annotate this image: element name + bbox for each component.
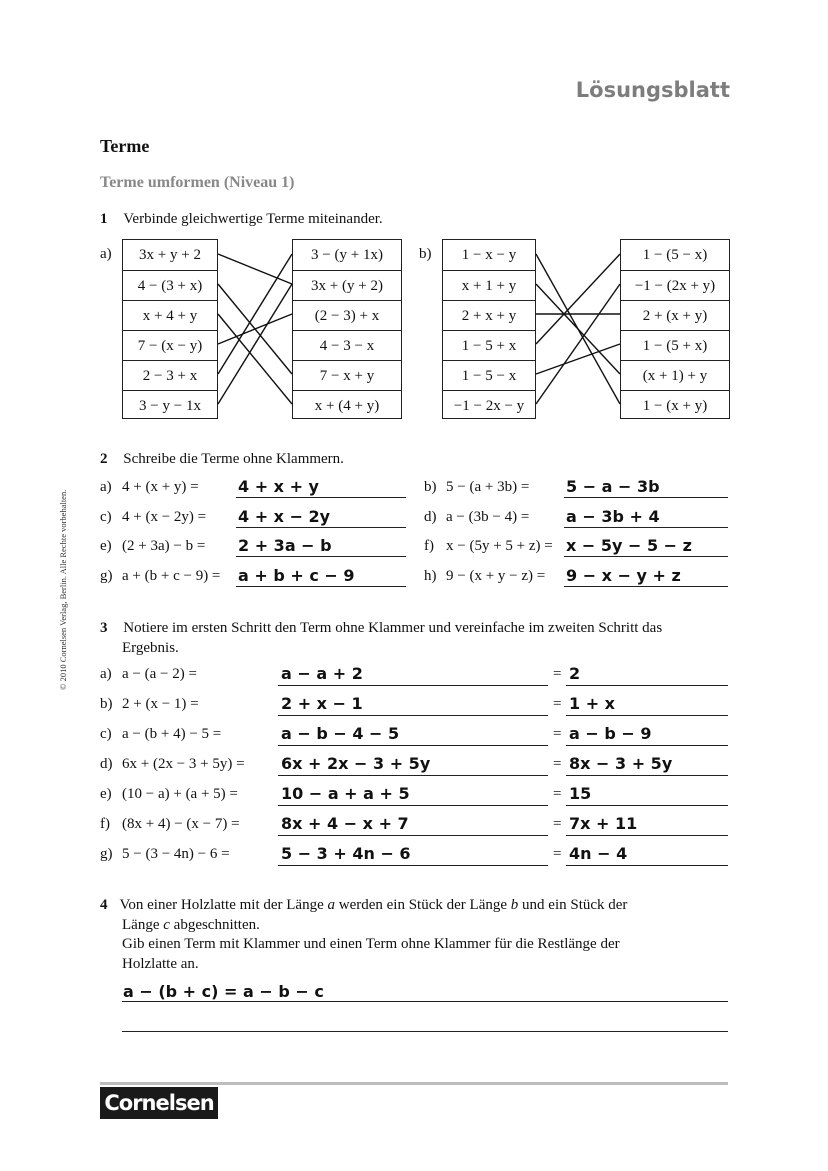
term-cell[interactable]: x + 4 + y: [123, 300, 217, 330]
page-header-title: Lösungsblatt: [575, 78, 730, 102]
answer-line: [564, 586, 728, 587]
q4-text: werden ein Stück der Länge: [335, 897, 511, 913]
q3-text-line2: Ergebnis.: [122, 640, 179, 656]
q3-item-step[interactable]: a − a + 2: [281, 664, 363, 683]
q3-heading: [100, 620, 740, 637]
answer-line: [564, 527, 728, 528]
q3-item-result[interactable]: 7x + 11: [569, 814, 638, 833]
q3-item-label: c): [100, 726, 112, 742]
q2-item-answer[interactable]: 9 − x − y + z: [566, 566, 681, 585]
term-cell[interactable]: 1 − x − y: [461, 247, 517, 263]
q2-item-expr: a + (b + c − 9) =: [122, 568, 221, 584]
q3-item-result[interactable]: 2: [569, 664, 581, 683]
term-cell[interactable]: 1 − 5 − x: [443, 360, 535, 390]
q4-line1: [100, 897, 740, 914]
connection-line: [218, 314, 292, 344]
q2-item-answer[interactable]: 4 + x − 2y: [238, 507, 331, 526]
answer-line: [566, 775, 728, 776]
q4-number: 4: [100, 897, 108, 913]
q4-answer[interactable]: a − (b + c) = a − b − c: [123, 982, 324, 1001]
term-cell[interactable]: 3x + (y + 2): [293, 270, 401, 300]
term-cell[interactable]: 4 − (3 + x): [123, 270, 217, 300]
q3-item-expr: 6x + (2x − 3 + 5y) =: [122, 756, 245, 772]
q3-item-label: e): [100, 786, 112, 802]
term-cell[interactable]: 7 − x + y: [293, 360, 401, 390]
q3-item-label: a): [100, 666, 112, 682]
q1-b-label: b): [419, 246, 432, 262]
connection-line: [218, 254, 292, 284]
q4-line4: Holzlatte an.: [122, 956, 199, 972]
term-cell[interactable]: 1 − (5 + x): [621, 330, 729, 360]
connection-line: [536, 254, 620, 344]
q2-item-answer[interactable]: 2 + 3a − b: [238, 536, 332, 555]
q3-item-expr: 5 − (3 − 4n) − 6 =: [122, 846, 230, 862]
q4-text: Von einer Holzlatte mit der Länge: [119, 897, 328, 913]
q2-item-answer[interactable]: 5 − a − 3b: [566, 477, 660, 496]
q2-item-expr: 9 − (x + y − z) =: [446, 568, 546, 584]
q4-var: a: [327, 897, 335, 913]
answer-line: [566, 865, 728, 866]
q3-item-expr: (8x + 4) − (x − 7) =: [122, 816, 240, 832]
q3-item-expr: a − (a − 2) =: [122, 666, 197, 682]
q4-line2: [122, 917, 260, 934]
q3-item-label: d): [100, 756, 113, 772]
equals-sign: =: [553, 696, 562, 712]
logo-text: Cornelsen: [104, 1091, 214, 1115]
answer-line: [278, 865, 548, 866]
q3-item-label: g): [100, 846, 113, 862]
connection-line: [536, 284, 620, 374]
term-cell[interactable]: −1 − 2x − y: [443, 390, 535, 420]
connection-line: [218, 284, 292, 404]
answer-line: [278, 775, 548, 776]
term-cell[interactable]: 3x + y + 2: [139, 247, 201, 263]
section-title: Terme: [100, 136, 150, 156]
q3-item-result[interactable]: a − b − 9: [569, 724, 652, 743]
q2-item-answer[interactable]: 4 + x + y: [238, 477, 319, 496]
q2-heading: [100, 451, 344, 468]
connection-line: [536, 284, 620, 404]
q2-item-label: g): [100, 568, 113, 584]
q4-line3: Gib einen Term mit Klammer und einen Term ohne Klammer für die Restlänge der: [122, 936, 620, 952]
answer-line: [278, 835, 548, 836]
answer-line: [236, 497, 406, 498]
term-cell[interactable]: x + 1 + y: [443, 270, 535, 300]
term-cell[interactable]: 1 − (5 − x): [642, 247, 708, 263]
q3-item-result[interactable]: 8x − 3 + 5y: [569, 754, 673, 773]
q2-number: 2: [100, 451, 108, 467]
equals-sign: =: [553, 816, 562, 832]
term-cell[interactable]: 7 − (x − y): [123, 330, 217, 360]
term-cell[interactable]: 1 − 5 + x: [443, 330, 535, 360]
q3-item-step[interactable]: 5 − 3 + 4n − 6: [281, 844, 411, 863]
term-cell[interactable]: x + (4 + y): [293, 390, 401, 420]
q4-text: abgeschnitten.: [169, 917, 260, 933]
q1-number: 1: [100, 211, 108, 227]
q2-item-label: e): [100, 538, 112, 554]
term-cell[interactable]: 3 − (y + 1x): [311, 247, 383, 263]
copyright-note: © 2010 Cornelsen Verlag, Berlin. Alle Rechte vorbehalten.: [58, 489, 68, 690]
footer-divider: [100, 1082, 728, 1085]
q3-item-step[interactable]: 6x + 2x − 3 + 5y: [281, 754, 431, 773]
equals-sign: =: [553, 726, 562, 742]
q3-item-step[interactable]: a − b − 4 − 5: [281, 724, 400, 743]
connection-line: [536, 344, 620, 374]
q4-text: Länge: [122, 917, 164, 933]
answer-line: [278, 805, 548, 806]
q2-item-answer[interactable]: a + b + c − 9: [238, 566, 355, 585]
answer-line: [564, 497, 728, 498]
answer-line: [122, 1031, 728, 1032]
q1-text: Verbinde gleichwertige Terme miteinander.: [123, 211, 383, 227]
q2-text: Schreibe die Terme ohne Klammern.: [123, 451, 344, 467]
term-cell[interactable]: 3 − y − 1x: [123, 390, 217, 420]
q2-item-expr: 4 + (x + y) =: [122, 479, 199, 495]
answer-line: [566, 715, 728, 716]
connection-lines: [0, 0, 828, 430]
q3-number: 3: [100, 620, 108, 636]
q3-item-expr: 2 + (x − 1) =: [122, 696, 199, 712]
q3-item-label: f): [100, 816, 110, 832]
q3-item-step[interactable]: 8x + 4 − x + 7: [281, 814, 409, 833]
equals-sign: =: [553, 786, 562, 802]
answer-line: [566, 805, 728, 806]
answer-line: [566, 835, 728, 836]
equals-sign: =: [553, 846, 562, 862]
q2-item-answer[interactable]: x − 5y − 5 − z: [566, 536, 692, 555]
q2-item-expr: a − (3b − 4) =: [446, 509, 530, 525]
q3-text-line1: Notiere im ersten Schritt den Term ohne Klammer und vereinfache im zweiten Schritt das: [123, 620, 663, 636]
term-cell[interactable]: 2 + x + y: [443, 300, 535, 330]
answer-line: [564, 556, 728, 557]
q3-item-step[interactable]: 2 + x − 1: [281, 694, 363, 713]
answer-line: [566, 685, 728, 686]
q3-item-step[interactable]: 10 − a + a + 5: [281, 784, 410, 803]
q2-item-label: a): [100, 479, 112, 495]
q3-item-result[interactable]: 4n − 4: [569, 844, 628, 863]
answer-line: [236, 556, 406, 557]
connection-line: [218, 254, 292, 374]
answer-line: [278, 715, 548, 716]
section-subtitle: Terme umformen (Niveau 1): [100, 174, 295, 191]
connection-line: [218, 314, 292, 404]
answer-line: [278, 685, 548, 686]
term-cell[interactable]: −1 − (2x + y): [621, 270, 729, 300]
q3-item-result[interactable]: 15: [569, 784, 592, 803]
q2-item-label: h): [424, 568, 437, 584]
q2-item-expr: 5 − (a + 3b) =: [446, 479, 530, 495]
q2-item-expr: 4 + (x − 2y) =: [122, 509, 207, 525]
term-cell[interactable]: 2 + (x + y): [621, 300, 729, 330]
q3-item-expr: a − (b + 4) − 5 =: [122, 726, 222, 742]
q2-item-expr: x − (5y + 5 + z) =: [446, 538, 553, 554]
term-cell[interactable]: 4 − 3 − x: [293, 330, 401, 360]
term-cell[interactable]: 1 − (x + y): [621, 390, 729, 420]
answer-line: [236, 527, 406, 528]
q2-item-expr: (2 + 3a) − b =: [122, 538, 206, 554]
q2-item-label: b): [424, 479, 437, 495]
q2-item-label: d): [424, 509, 437, 525]
q4-text: und ein Stück der: [518, 897, 628, 913]
answer-line: [122, 1001, 728, 1002]
q2-item-label: c): [100, 509, 112, 525]
q3-item-result[interactable]: 1 + x: [569, 694, 615, 713]
term-cell[interactable]: 2 − 3 + x: [123, 360, 217, 390]
term-cell[interactable]: (x + 1) + y: [621, 360, 729, 390]
equals-sign: =: [553, 666, 562, 682]
term-cell[interactable]: (2 − 3) + x: [293, 300, 401, 330]
q3-item-label: b): [100, 696, 113, 712]
q4-var: c: [163, 917, 170, 933]
answer-line: [278, 745, 548, 746]
answer-line: [236, 586, 406, 587]
cornelsen-logo: [100, 1087, 218, 1119]
answer-line: [566, 745, 728, 746]
q1-a-label: a): [100, 246, 112, 262]
q2-item-answer[interactable]: a − 3b + 4: [566, 507, 660, 526]
q2-item-label: f): [424, 538, 434, 554]
q3-item-expr: (10 − a) + (a + 5) =: [122, 786, 238, 802]
q4-var: b: [510, 897, 519, 913]
equals-sign: =: [553, 756, 562, 772]
